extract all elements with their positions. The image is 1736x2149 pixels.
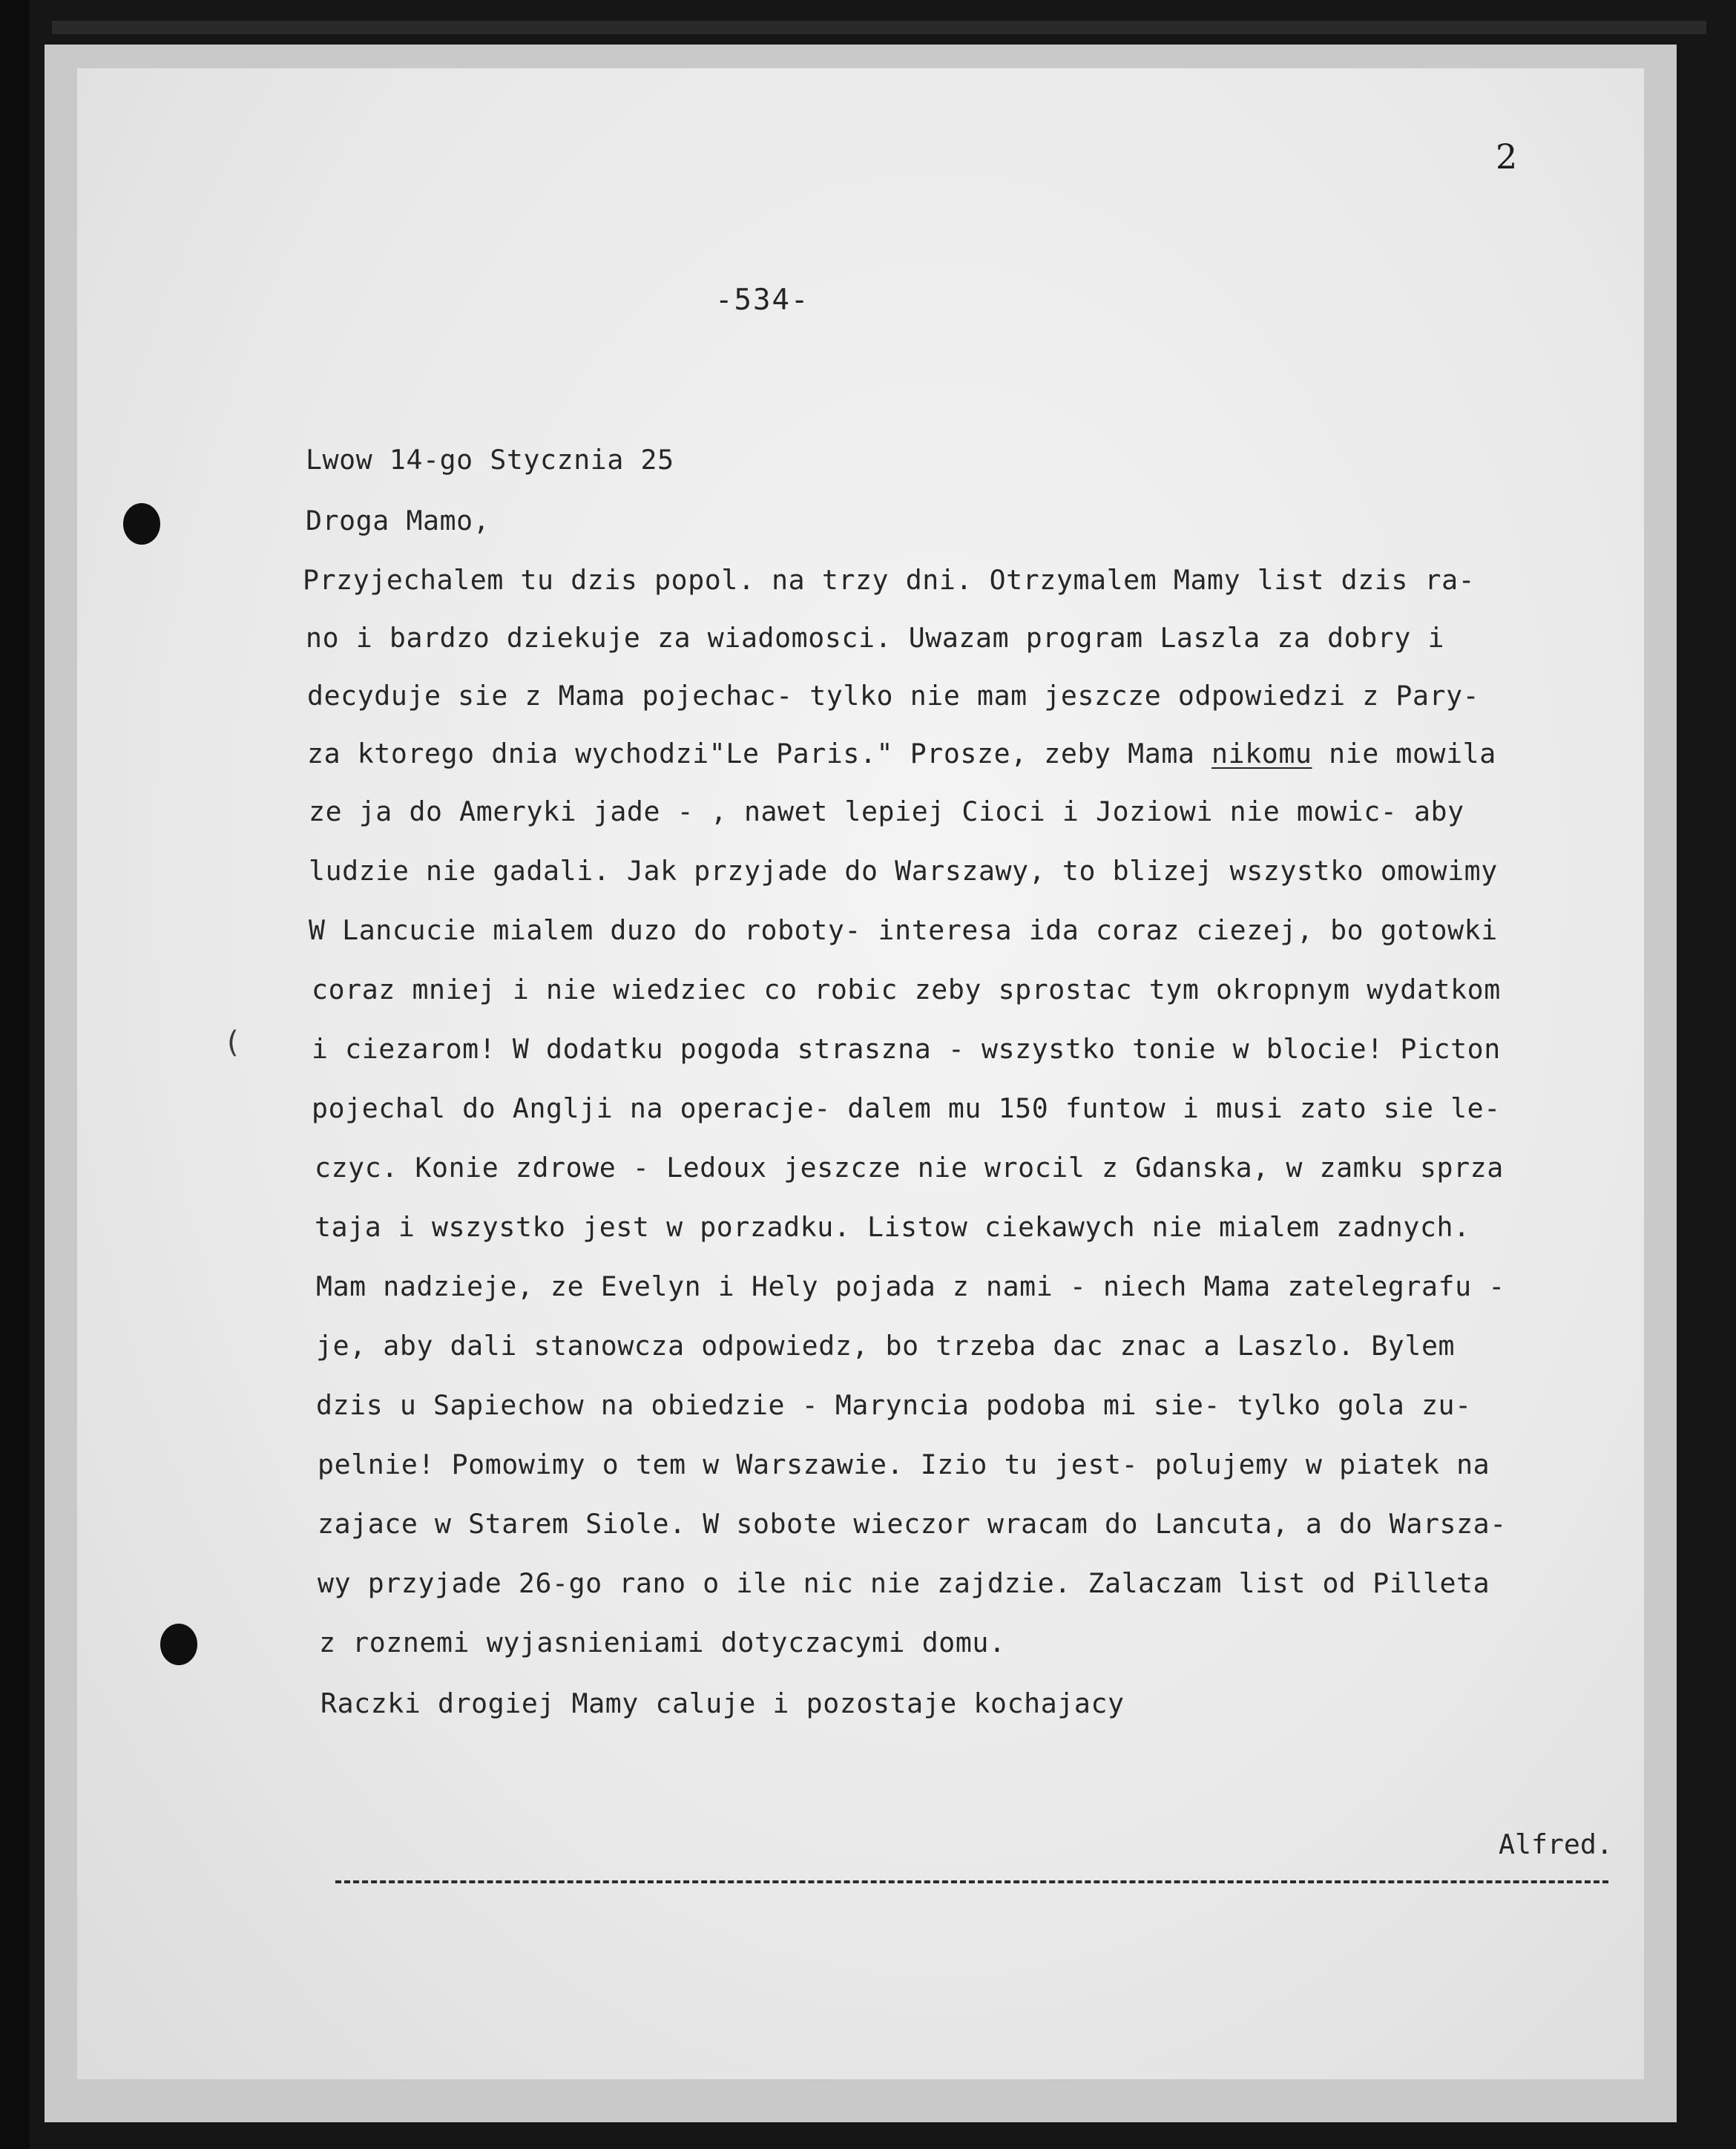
body-line: no i bardzo dziekuje za wiadomosci. Uwazam program Laszla za dobry i: [306, 622, 1445, 654]
body-line: coraz mniej i nie wiedziec co robic zeby sprostac tym okropnym wydatkom: [312, 974, 1501, 1005]
body-line: taja i wszystko jest w porzadku. Listow ciekawych nie mialem zadnych.: [315, 1211, 1470, 1243]
signature: Alfred.: [1499, 1828, 1613, 1860]
page-number: 2: [1496, 137, 1518, 177]
typed-letter-page: [77, 68, 1644, 2079]
folio-number: -534-: [715, 283, 810, 317]
body-text: nie mowila: [1312, 738, 1496, 770]
body-line: [307, 738, 1496, 770]
salutation: Droga Mamo,: [306, 505, 490, 537]
body-line: z roznemi wyjasnieniami dotyczacymi domu.: [319, 1627, 1006, 1658]
body-line: Mam nadzieje, ze Evelyn i Hely pojada z nami - niech Mama zatelegrafu -: [316, 1270, 1505, 1302]
film-frame-left: [0, 0, 30, 2149]
stray-mark: (: [227, 1026, 239, 1060]
body-line: wy przyjade 26-go rano o ile nic nie zajdzie. Zalaczam list od Pilleta: [318, 1567, 1490, 1599]
body-line: pojechal do Anglji na operacje- dalem mu 150 funtow i musi zato sie le-: [312, 1092, 1501, 1124]
body-line: pelnie! Pomowimy o tem w Warszawie. Izio tu jest- polujemy w piatek na: [318, 1448, 1490, 1480]
body-line: dzis u Sapiechow na obiedzie - Maryncia podoba mi sie- tylko gola zu-: [316, 1389, 1472, 1421]
body-line: je, aby dali stanowcza odpowiedz, bo trzeba dac znac a Laszlo. Bylem: [316, 1330, 1456, 1362]
body-line: zajace w Starem Siole. W sobote wieczor wracam do Lancuta, a do Warsza-: [318, 1508, 1507, 1540]
body-line: Przyjechalem tu dzis popol. na trzy dni. Otrzymalem Mamy list dzis ra-: [303, 564, 1476, 596]
dashed-rule: [335, 1880, 1608, 1883]
closing-line: Raczki drogiej Mamy caluje i pozostaje kochajacy: [320, 1687, 1125, 1719]
body-line: W Lancucie mialem duzo do roboty- interesa ida coraz ciezej, bo gotowki: [309, 914, 1498, 946]
underlined-word: nikomu: [1211, 738, 1312, 770]
body-line: czyc. Konie zdrowe - Ledoux jeszcze nie wrocil z Gdanska, w zamku sprza: [315, 1152, 1504, 1184]
film-frame-top: [52, 21, 1706, 34]
body-line: ze ja do Ameryki jade - , nawet lepiej Cioci i Joziowi nie mowic- aby: [309, 795, 1464, 827]
date-line: Lwow 14-go Stycznia 25: [306, 444, 674, 476]
punch-hole-bottom: [160, 1624, 197, 1665]
body-text: za ktorego dnia wychodzi"Le Paris." Prosze, zeby Mama: [307, 738, 1212, 770]
body-line: ludzie nie gadali. Jak przyjade do Warszawy, to blizej wszystko omowimy: [309, 855, 1498, 887]
punch-hole-top: [123, 503, 160, 545]
body-line: decyduje sie z Mama pojechac- tylko nie mam jeszcze odpowiedzi z Pary-: [307, 680, 1480, 712]
body-line: i ciezarom! W dodatku pogoda straszna - wszystko tonie w blocie! Picton: [312, 1033, 1501, 1065]
